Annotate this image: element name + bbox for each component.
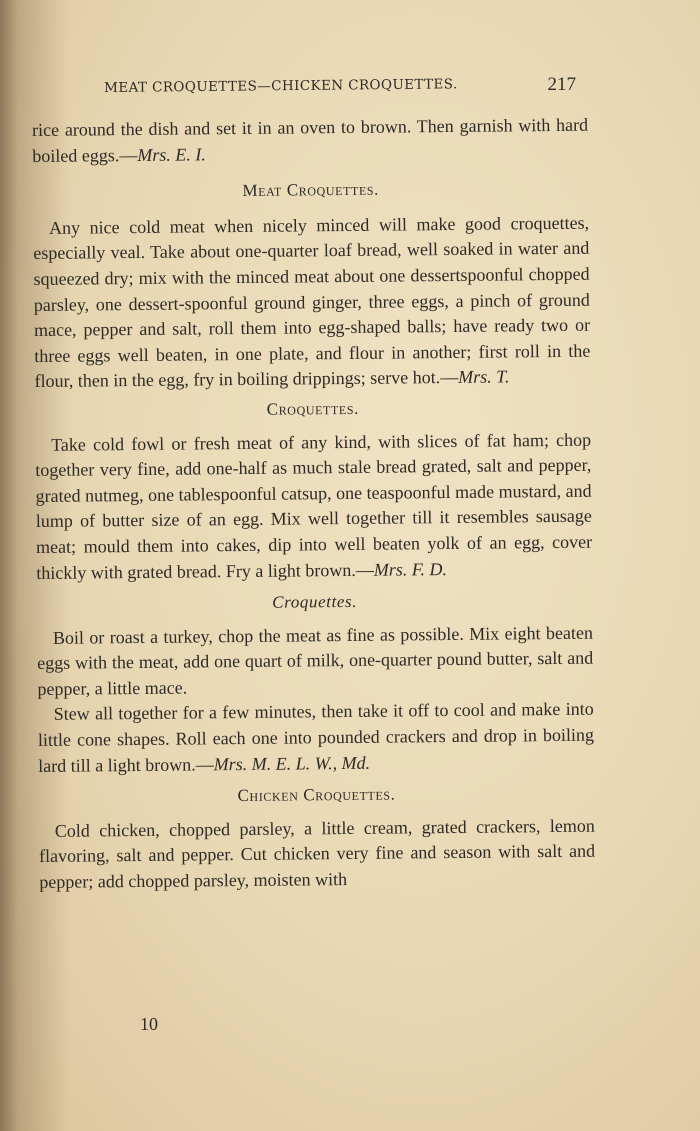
meat-croquettes-text: Any nice cold meat when nicely minced will make good croquettes, especially veal. Take about one-quarter loaf bread, well soaked in water and squeezed dry; mix with the minced meat about one dessertspoonful chopped parsley, one dessert-spoonful ground ginger, three eggs, a pinch of ground mace, pepper and salt, roll them into egg-shaped balls; have ready two or three eggs well beaten, in one plate, and flour in another; first roll in the flour, then in the egg, fry in boiling drippings; serve hot.— xyxy=(33,212,591,392)
meat-croquettes-heading: Meat Croquettes. xyxy=(242,179,380,201)
continuation-author: Mrs. E. I. xyxy=(137,143,206,165)
meat-croquettes-paragraph xyxy=(33,210,591,394)
page-header xyxy=(100,76,580,104)
croquettes-author: Mrs. F. D. xyxy=(373,558,448,580)
page-number: 217 xyxy=(547,74,576,95)
croquettes-heading: Croquettes. xyxy=(266,398,359,419)
meat-croquettes-author: Mrs. T. xyxy=(458,366,510,388)
running-head: MEAT CROQUETTES—CHICKEN CROQUETTES. xyxy=(104,76,458,96)
croquettes-italic-heading: Croquettes. xyxy=(272,591,358,612)
page-body xyxy=(32,113,595,896)
turkey-croquettes-paragraph-2 xyxy=(38,697,595,779)
croquettes-paragraph xyxy=(35,427,592,586)
chicken-croquettes-paragraph: Cold chicken, chopped parsley, a little cream, grated crackers, lemon flavoring, salt and pepper. Cut chicken very fine and season with salt and pepper; add chopped parsley, moisten with xyxy=(38,815,596,892)
continuation-text: rice around the dish and set it in an oven to brown. Then garnish with hard boiled eggs.— xyxy=(32,114,589,166)
signature-mark: 10 xyxy=(140,1014,158,1034)
turkey-croquettes-paragraph-1: Boil or roast a turkey, chop the meat as fine as possible. Mix eight beaten eggs with the meat, add one quart of milk, one-quarter pound butter, salt and pepper, a little mace. xyxy=(37,622,594,699)
turkey-croquettes-author: Mrs. M. E. L. W., Md. xyxy=(213,752,371,774)
continuation-paragraph xyxy=(32,113,588,170)
turkey-croquettes-text: Stew all together for a few minutes, then take it off to cool and make into little cone shapes. Roll each one into pounded crackers and drop in boiling lard till a light brown.— xyxy=(37,699,595,776)
croquettes-text: Take cold fowl or fresh meat of any kind, with slices of fat ham; chop together very fine, add one-half as much stale bread grated, salt and pepper, grated nutmeg, one tablespoonful catsup, one teaspoonful made mustard, and lump of butter size of an egg. Mix well together till it resembles sausage meat; mould them into cakes, dip into well beaten yolk of an egg, cover thickly with grated bread. Fry a light brown.— xyxy=(35,429,593,583)
chicken-croquettes-heading: Chicken Croquettes. xyxy=(237,784,396,806)
